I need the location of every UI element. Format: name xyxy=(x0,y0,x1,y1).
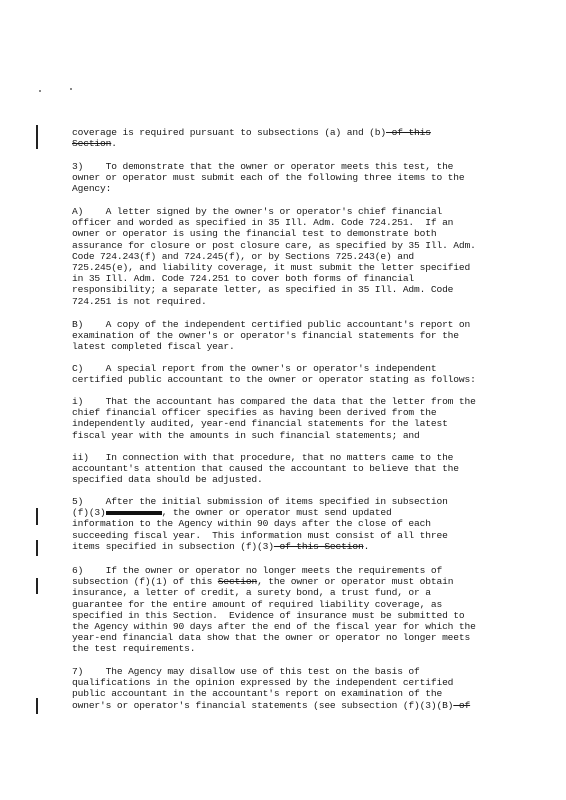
text-line xyxy=(72,542,369,553)
line-text: A) A letter signed by the owner's or operator's chief financial xyxy=(72,206,443,217)
line-text: information to the Agency within 90 days after the close of each xyxy=(72,518,431,530)
line-text: assurance for closure or post closure care, as specified by 35 Ill. Adm. xyxy=(72,239,476,251)
line-text: latest completed fiscal year. xyxy=(72,341,235,353)
text-line xyxy=(72,678,453,689)
text-line xyxy=(72,497,448,508)
line-text: officer and worded as specified in 35 Ill. Adm. Code 724.251. If an xyxy=(72,217,454,229)
line-text: . xyxy=(111,138,117,150)
line-text: chief financial officer specifies as having been derived from the xyxy=(72,407,437,419)
line-text: subsection (f)(1) of this xyxy=(72,576,218,588)
line-text: independently audited, year-end financial statements for the latest xyxy=(72,418,448,430)
line-text: public accountant in the accountant's report on examination of the xyxy=(72,688,443,700)
struck-text: Section xyxy=(217,576,258,588)
revision-bar xyxy=(36,125,38,149)
text-line xyxy=(72,600,442,611)
text-line xyxy=(72,464,459,475)
line-text: the test requirements. xyxy=(72,643,196,655)
line-text: specified in this Section. Evidence of insurance must be submitted to xyxy=(72,609,465,621)
text-line xyxy=(72,588,431,599)
line-text: , the owner or operator must send updated xyxy=(161,507,392,519)
text-line xyxy=(72,531,448,542)
revision-bar xyxy=(36,578,38,594)
text-line xyxy=(72,218,453,229)
text-line xyxy=(72,431,420,442)
line-text: specified data should be adjusted. xyxy=(72,474,263,486)
struck-text: Section xyxy=(72,138,112,150)
struck-text: of this xyxy=(386,127,431,138)
revision-bar xyxy=(36,698,38,714)
scan-speck xyxy=(70,88,72,90)
text-line xyxy=(72,162,453,173)
text-line xyxy=(72,184,111,195)
text-line xyxy=(72,667,420,678)
text-line xyxy=(72,633,470,644)
line-text: 7) The Agency may disallow use of this test on the basis of xyxy=(72,666,420,677)
text-line xyxy=(72,241,476,252)
text-line xyxy=(72,364,436,375)
line-text: B) A copy of the independent certified public accountant's report on xyxy=(72,319,471,330)
line-text: Code 724.243(f) and 724.245(f), or by Sections 725.243(e) and xyxy=(72,250,415,262)
text-line xyxy=(72,173,465,184)
text-line xyxy=(72,252,414,263)
line-text: qualifications in the opinion expressed by the independent certified xyxy=(72,677,454,689)
line-text: 725.245(e), and liability coverage, it must submit the letter specified xyxy=(72,262,471,273)
text-line xyxy=(72,453,453,464)
text-line xyxy=(72,611,465,622)
line-text: . xyxy=(363,540,370,552)
text-line xyxy=(72,701,470,712)
struck-text: of xyxy=(453,699,471,711)
text-line xyxy=(72,331,459,342)
line-text: 724.251 is not required. xyxy=(72,295,207,307)
scan-speck xyxy=(39,90,41,92)
revision-bar xyxy=(36,508,38,525)
line-text: C) A special report from the owner's or operator's independent xyxy=(72,363,437,374)
line-text: coverage is required pursuant to subsections (a) and (b) xyxy=(72,127,387,138)
struck-text: of this Section xyxy=(273,540,364,552)
text-line xyxy=(72,519,431,530)
line-text: certified public accountant to the owner or operator stating as follows: xyxy=(72,374,476,386)
text-line xyxy=(72,508,392,519)
line-text: items specified in subsection (f)(3) xyxy=(72,540,274,552)
text-line xyxy=(72,419,448,430)
line-text: succeeding fiscal year. This information must consist of all three xyxy=(72,529,448,541)
line-text: (f)(3) xyxy=(72,507,106,519)
line-text: responsibility; a separate letter, as specified in 35 Ill. Adm. Code xyxy=(72,284,454,296)
line-text: in 35 Ill. Adm. Code 724.251 to cover both forms of financial xyxy=(72,273,415,285)
revision-bar xyxy=(36,540,38,556)
text-line xyxy=(72,408,436,419)
text-line xyxy=(72,475,263,486)
line-text: Agency: xyxy=(72,183,112,195)
line-text: ii) In connection with that procedure, that no matters came to the xyxy=(72,452,454,463)
line-text: year-end financial data show that the owner or operator no longer meets xyxy=(72,632,471,644)
text-line xyxy=(72,274,414,285)
line-text: guarantee for the entire amount of required liability coverage, as xyxy=(72,598,443,610)
text-line xyxy=(72,320,470,331)
line-text: examination of the owner's or operator's financial statements for the xyxy=(72,330,459,342)
line-text: 3) To demonstrate that the owner or operator meets this test, the xyxy=(72,161,454,172)
text-line xyxy=(72,342,235,353)
text-line xyxy=(72,644,195,655)
line-text: accountant's attention that caused the accountant to believe that the xyxy=(72,463,459,475)
text-line xyxy=(72,128,431,139)
text-line xyxy=(72,207,442,218)
line-text: i) That the accountant has compared the data that the letter from the xyxy=(72,396,476,407)
text-line xyxy=(72,139,117,150)
line-text: owner or operator must submit each of the following three items to the xyxy=(72,172,465,184)
text-line xyxy=(72,297,207,308)
text-line xyxy=(72,566,442,577)
text-line xyxy=(72,577,453,588)
text-line xyxy=(72,263,470,274)
line-text: 5) After the initial submission of items specified in subsection xyxy=(72,496,448,507)
line-text: the Agency within 90 days after the end of the fiscal year for which the xyxy=(72,621,476,632)
line-text: owner's or operator's financial statements (see subsection (f)(3)(B) xyxy=(72,699,454,711)
line-text: 6) If the owner or operator no longer meets the requirements of xyxy=(72,565,443,576)
line-text: insurance, a letter of credit, a surety bond, a trust fund, or a xyxy=(72,587,431,599)
text-line xyxy=(72,375,476,386)
text-line xyxy=(72,229,436,240)
text-line xyxy=(72,689,442,700)
redaction-mark xyxy=(106,511,162,515)
text-line xyxy=(72,622,476,633)
line-text: owner or operator is using the financial test to demonstrate both xyxy=(72,228,437,240)
text-line xyxy=(72,285,453,296)
text-line xyxy=(72,397,476,408)
line-text: , the owner or operator must obtain xyxy=(257,576,454,588)
line-text: fiscal year with the amounts in such financial statements; and xyxy=(72,429,420,441)
